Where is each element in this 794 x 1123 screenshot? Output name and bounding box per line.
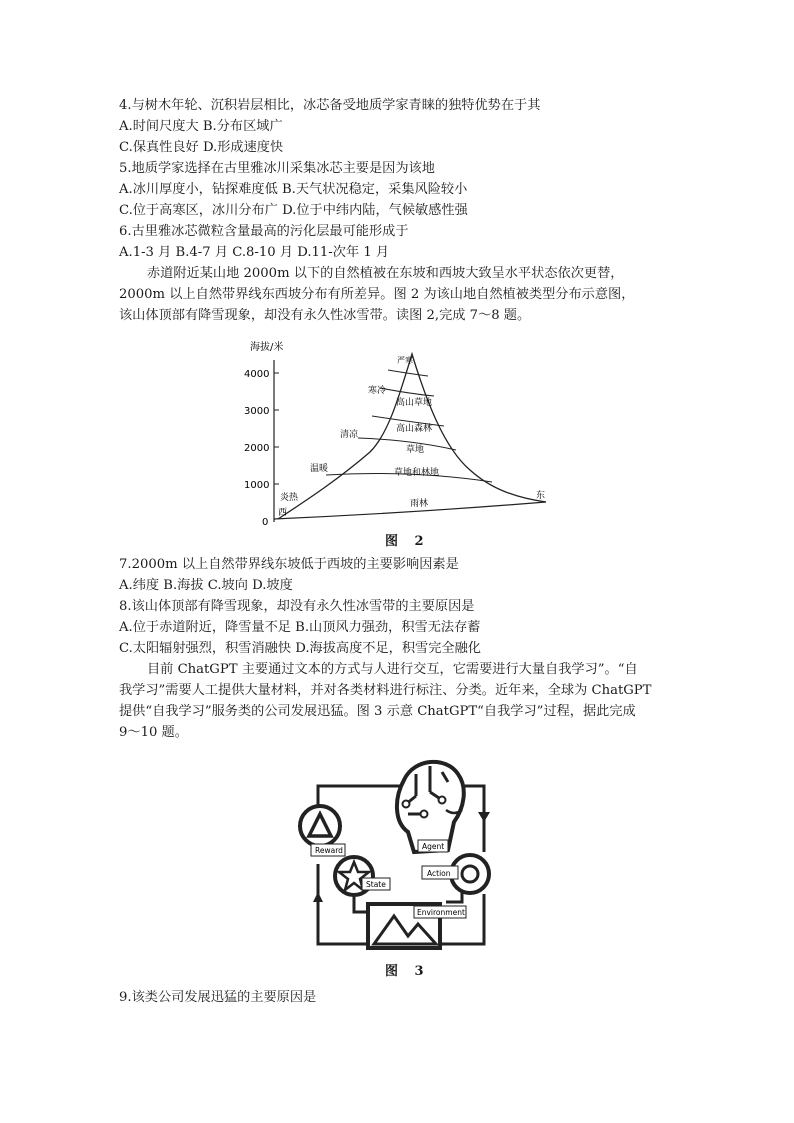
figure-3-learning-cycle <box>296 752 506 952</box>
intro3-line1: 目前 ChatGPT 主要通过文本的方式与人进行交互，它需要进行大量自我学习”。“自 <box>147 662 638 677</box>
intro3-line3: 提供“自我学习”服务类的公司发展迅猛。图 3 示意 ChatGPT“自我学习”过程，据此完成 <box>119 704 636 719</box>
y-tick-label-2000: 2000 <box>244 443 270 454</box>
q4-options-cd: C.保真性良好 D.形成速度快 <box>119 140 284 155</box>
climate-label-cool: 清凉 <box>340 430 359 440</box>
circuit-node <box>403 801 410 808</box>
intro3-line4: 9～10 题。 <box>119 725 188 740</box>
q8-options-cd: C.太阳辐射强烈，积雪消融快 D.海拔高度不足，积雪完全融化 <box>119 641 481 656</box>
q9-stem: 9.该类公司发展迅猛的主要原因是 <box>119 990 317 1005</box>
q7-options: A.纬度 B.海拔 C.坡向 D.坡度 <box>119 578 293 593</box>
q6-options: A.1-3 月 B.4-7 月 C.8-10 月 D.11-次年 1 月 <box>119 245 390 260</box>
agent-label: Agent <box>422 842 445 851</box>
q5-options-cd: C.位于高寒区，冰川分布广 D.位于中纬内陆，气候敏感性强 <box>119 203 468 218</box>
circuit-node <box>421 811 428 818</box>
q5-options-ab: A.冰川厚度小，钻探难度低 B.天气状况稳定，采集风险较小 <box>119 182 468 197</box>
action-label: Action <box>427 869 451 878</box>
zone-label-woodland: 草地和林地 <box>394 468 440 478</box>
state-label: State <box>366 880 386 889</box>
figure-2-mountain-diagram <box>230 330 560 530</box>
direction-west: 西 <box>278 508 288 518</box>
q4-stem: 4.与树木年轮、沉积岩层相比，冰芯备受地质学家青睐的独特优势在于其 <box>119 98 541 113</box>
intro2-line2: 2000m 以上自然带界线东西坡分布有所差异。图 2 为该山地自然植被类型分布示意图， <box>119 287 635 302</box>
y-tick-label-0: 0 <box>262 517 269 528</box>
y-tick-label-4000: 4000 <box>244 369 270 380</box>
direction-east: 东 <box>536 491 546 501</box>
mountain-outline <box>278 354 546 519</box>
q7-stem: 7.2000m 以上自然带界线东坡低于西坡的主要影响因素是 <box>119 557 459 572</box>
boundary-alpine-meadow <box>380 388 434 396</box>
arrowhead-down-right <box>478 812 490 822</box>
environment-label: Environment <box>417 908 465 917</box>
q6-stem: 6.古里雅冰芯微粒含量最高的污化层最可能形成于 <box>119 224 409 239</box>
zone-label-alpine-forest: 高山森林 <box>396 424 433 434</box>
y-axis-title: 海拔/米 <box>250 342 284 353</box>
intro3-line2: 我学习”需要人工提供大量材料，并对各类材料进行标注、分类。近年来，全球为 ChatGPT <box>119 683 652 698</box>
climate-label-hot: 炎热 <box>280 493 299 503</box>
y-tick-label-1000: 1000 <box>244 480 270 491</box>
q8-stem: 8.该山体顶部有降雪现象，却没有永久性冰雪带的主要原因是 <box>119 599 475 614</box>
zone-label-rainforest: 雨林 <box>410 499 429 509</box>
arrowhead-up-left <box>313 892 323 902</box>
climate-label-warm: 温暖 <box>310 464 329 474</box>
figure-2-caption: 图 2 <box>385 534 430 549</box>
q5-stem: 5.地质学家选择在古里雅冰川采集冰芯主要是因为该地 <box>119 161 435 176</box>
circuit-node <box>439 797 446 804</box>
q8-options-ab: A.位于赤道附近，降雪量不足 B.山顶风力强劲，积雪无法存蓄 <box>119 620 481 635</box>
reward-label: Reward <box>315 846 343 855</box>
q4-options-ab: A.时间尺度大 B.分布区域广 <box>119 119 283 134</box>
climate-label-severe-cold: 严寒 <box>397 356 413 365</box>
zone-label-grassland: 草地 <box>406 445 425 455</box>
intro2-line1: 赤道附近某山地 2000m 以下的自然植被在东坡和西坡大致呈水平状态依次更替， <box>147 266 624 281</box>
y-tick-label-3000: 3000 <box>244 406 270 417</box>
intro2-line3: 该山体顶部有降雪现象，却没有永久性冰雪带。读图 2,完成 7～8 题。 <box>119 308 531 323</box>
boundary-severe-cold <box>388 370 428 376</box>
zone-label-alpine-meadow: 高山草地 <box>396 398 433 408</box>
figure-3-caption: 图 3 <box>385 964 430 979</box>
climate-label-cold: 寒冷 <box>368 386 387 396</box>
